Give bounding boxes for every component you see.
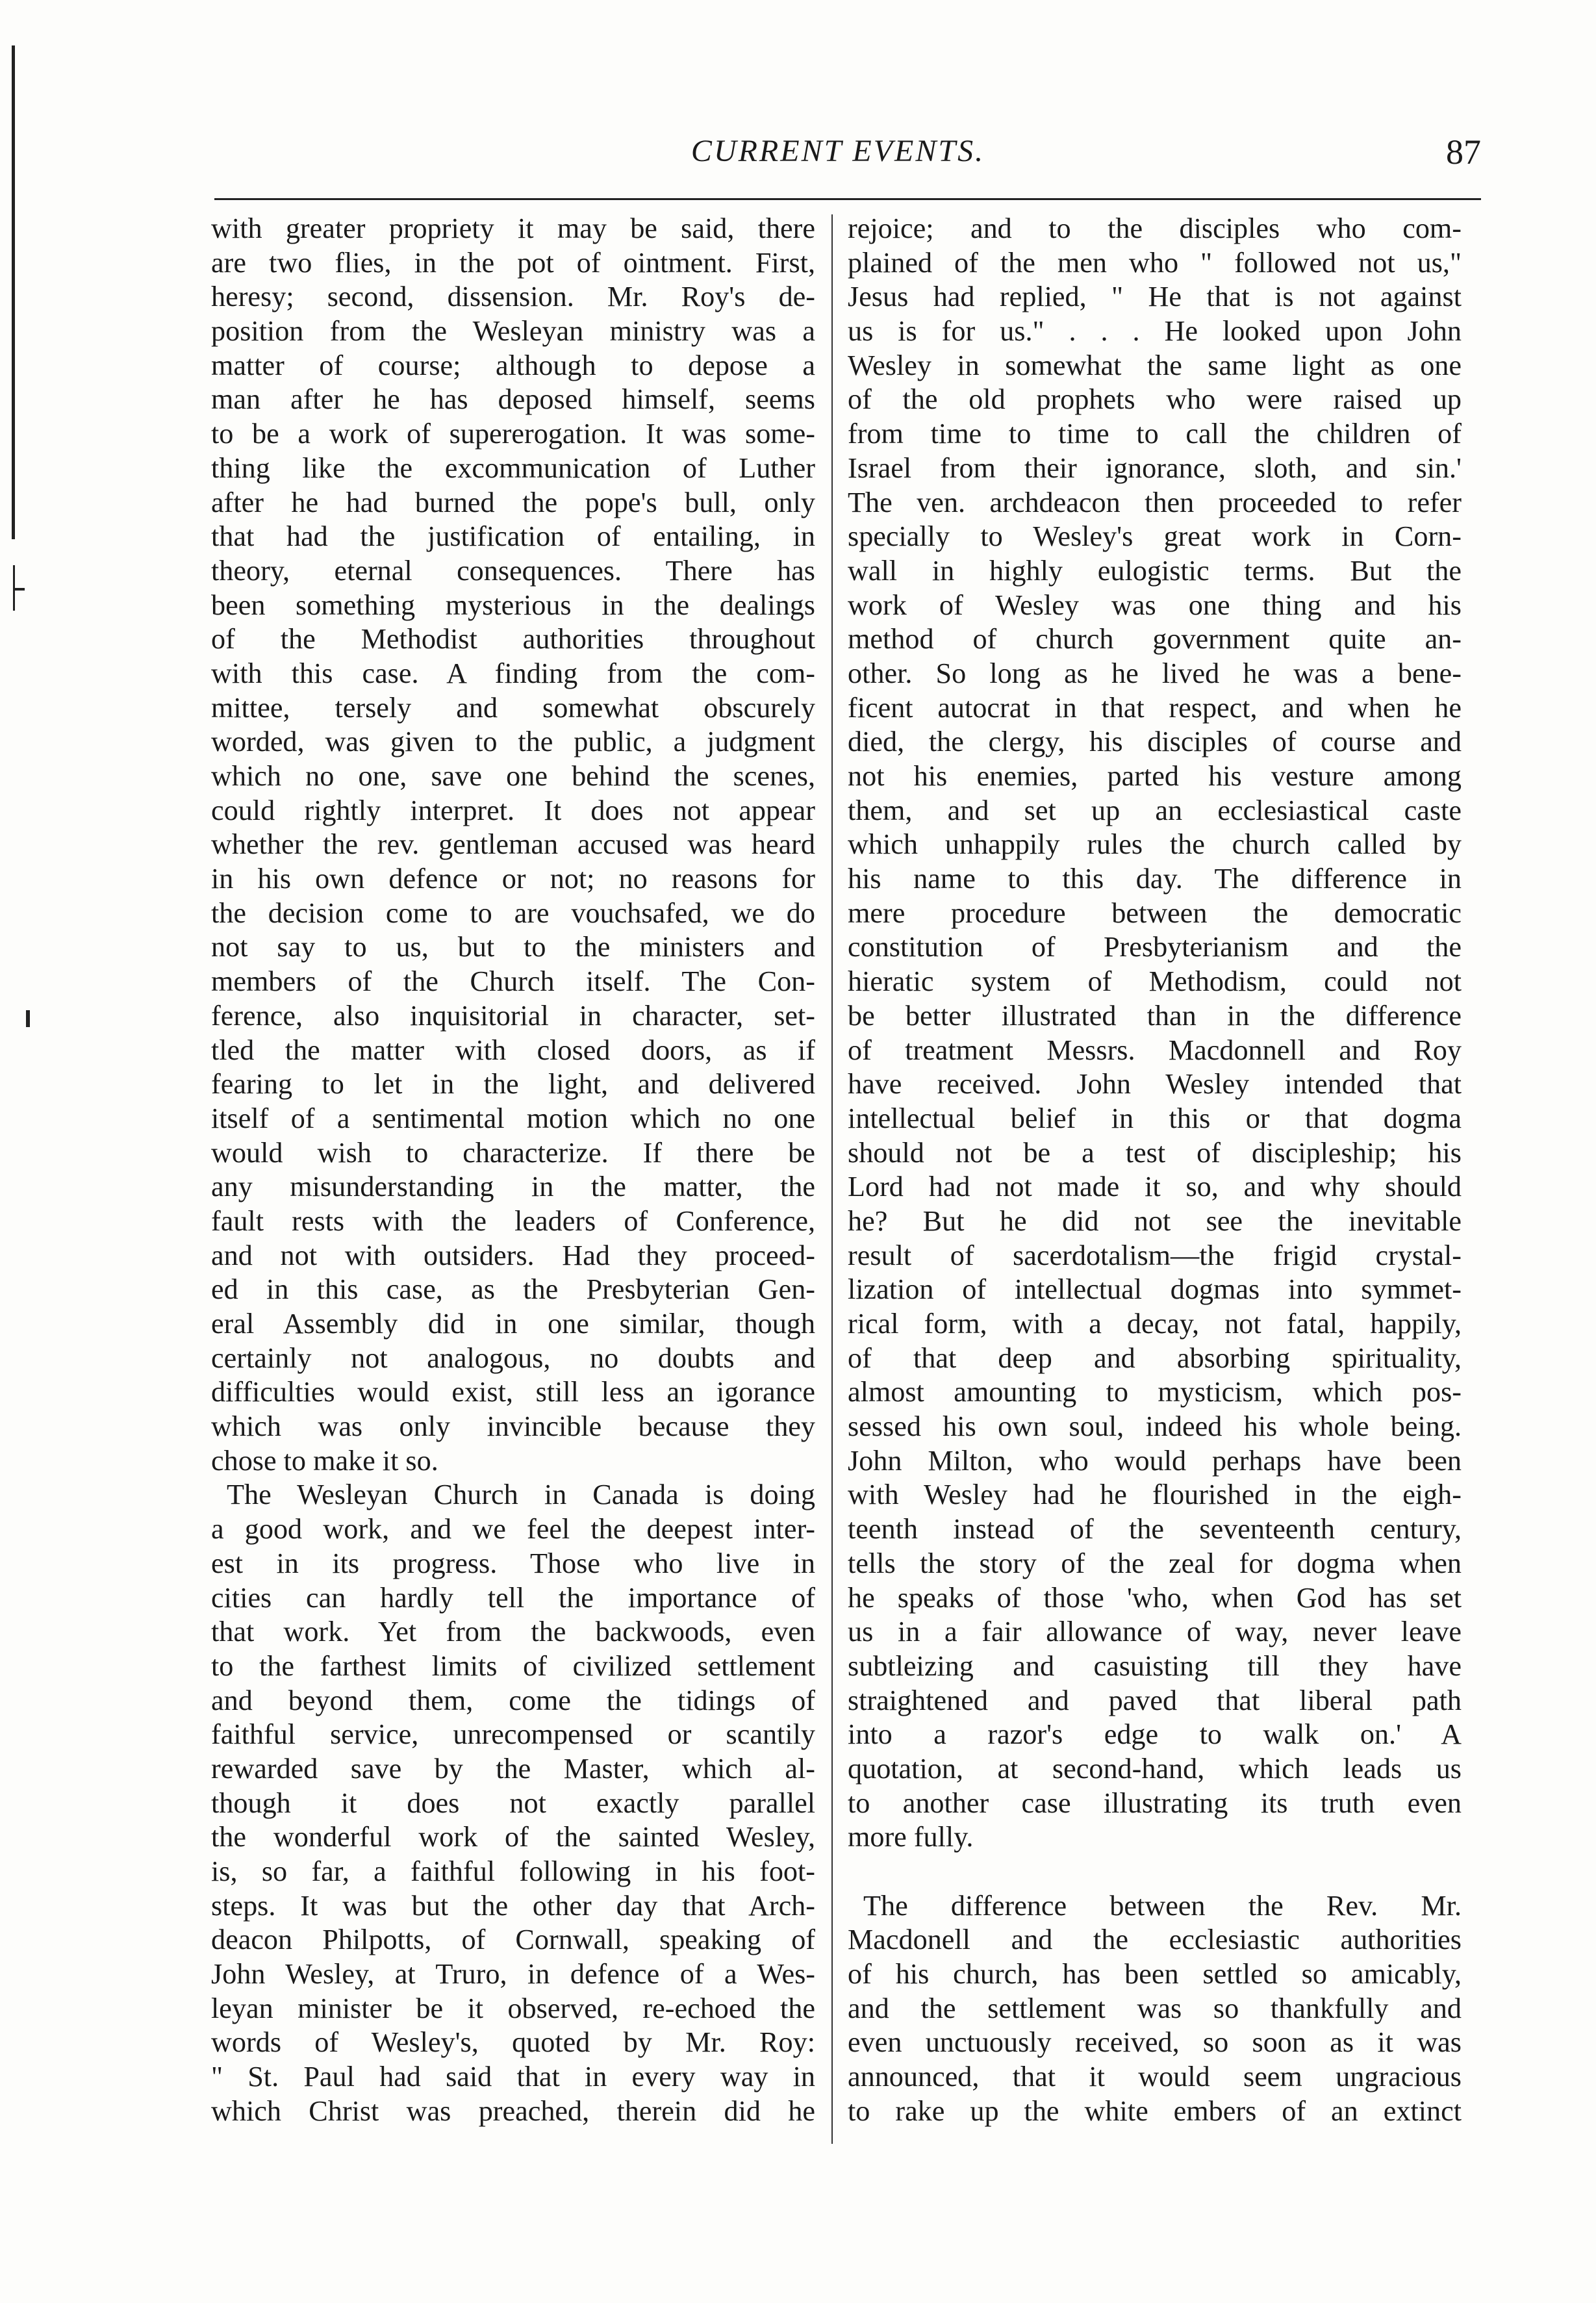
text-line: worded, was given to the public, a judgment <box>211 726 815 758</box>
text-line: could rightly interpret. It does not appear <box>211 794 815 826</box>
text-line: which no one, save one behind the scenes, <box>211 760 815 792</box>
text-line: Macdonell and the ecclesiastic authorities <box>848 1924 1462 1956</box>
text-line: been something mysterious in the dealings <box>211 589 815 621</box>
running-head <box>195 127 1481 179</box>
text-line: in his own defence or not; no reasons for <box>211 863 815 895</box>
text-line: The ven. archdeacon then proceeded to refer <box>848 486 1462 518</box>
paragraph-gap <box>848 1855 1462 1889</box>
text-line: The Wesleyan Church in Canada is doing <box>227 1479 815 1511</box>
text-line: subtleizing and casuisting till they have <box>848 1649 1462 1682</box>
text-line: " St. Paul had said that in every way in <box>211 2061 815 2093</box>
text-line: that had the justification of entailing, in <box>211 520 815 553</box>
text-line: even unctuously received, so soon as it was <box>848 2026 1462 2059</box>
text-line: sessed his own soul, indeed his whole being. <box>848 1410 1462 1443</box>
text-line: quotation, at second-hand, which leads us <box>848 1752 1462 1785</box>
right-column <box>848 212 1462 2129</box>
margin-scan-dot <box>26 1010 30 1027</box>
text-line: difficulties would exist, still less an igorance <box>211 1376 815 1408</box>
text-line: Israel from their ignorance, sloth, and sin.' <box>848 452 1462 484</box>
text-line: from time to time to call the children of <box>848 418 1462 450</box>
text-line: result of sacerdotalism—the frigid crystal- <box>848 1239 1462 1271</box>
text-line: to rake up the white embers of an extinct <box>848 2094 1462 2127</box>
running-title: CURRENT EVENTS. <box>690 134 985 168</box>
text-line: mere procedure between the democratic <box>848 897 1462 929</box>
text-line: have received. John Wesley intended that <box>848 1068 1462 1101</box>
text-line: The difference between the Rev. Mr. <box>863 1889 1462 1922</box>
text-line: any misunderstanding in the matter, the <box>211 1171 815 1203</box>
text-line: which unhappily rules the church called by <box>848 828 1462 861</box>
text-line: not say to us, but to the ministers and <box>211 931 815 963</box>
text-line: with Wesley had he flourished in the eigh- <box>848 1479 1462 1511</box>
column-divider <box>831 214 833 2144</box>
text-line: almost amounting to mysticism, which pos- <box>848 1376 1462 1408</box>
text-line: to be a work of supererogation. It was some- <box>211 418 815 450</box>
page-number: 87 <box>1446 133 1481 172</box>
text-line: which was only invincible because they <box>211 1410 815 1443</box>
text-line: ference, also inquisitorial in character, set- <box>211 999 815 1032</box>
text-line: though it does not exactly parallel <box>211 1787 815 1819</box>
text-line: thing like the excommunication of Luther <box>211 452 815 484</box>
text-line: tled the matter with closed doors, as if <box>211 1034 815 1066</box>
text-line: with this case. A finding from the com- <box>211 657 815 689</box>
text-line: to another case illustrating its truth even <box>848 1787 1462 1819</box>
text-line: rejoice; and to the disciples who com- <box>848 212 1462 244</box>
text-line: whether the rev. gentleman accused was heard <box>211 828 815 861</box>
text-line: wall in highly eulogistic terms. But the <box>848 554 1462 587</box>
text-line: specially to Wesley's great work in Corn- <box>848 520 1462 553</box>
text-line: plained of the men who " followed not us," <box>848 246 1462 279</box>
text-line: words of Wesley's, quoted by Mr. Roy: <box>211 2026 815 2059</box>
text-line: est in its progress. Those who live in <box>211 1547 815 1579</box>
text-line: that work. Yet from the backwoods, even <box>211 1616 815 1648</box>
text-line: them, and set up an ecclesiastical caste <box>848 794 1462 826</box>
text-line: he speaks of those 'who, when God has set <box>848 1581 1462 1614</box>
text-line: work of Wesley was one thing and his <box>848 589 1462 621</box>
text-line: eral Assembly did in one similar, though <box>211 1308 815 1340</box>
text-line: us is for us." . . . He looked upon John <box>848 315 1462 348</box>
text-line: intellectual belief in this or that dogma <box>848 1102 1462 1134</box>
text-line: heresy; second, dissension. Mr. Roy's de- <box>211 281 815 313</box>
text-line: announced, that it would seem ungracious <box>848 2061 1462 2093</box>
text-line: Jesus had replied, " He that is not against <box>848 281 1462 313</box>
text-line: ficent autocrat in that respect, and when he <box>848 691 1462 724</box>
text-line: theory, eternal consequences. There has <box>211 554 815 587</box>
text-line: John Milton, who would perhaps have been <box>848 1444 1462 1477</box>
text-line: matter of course; although to depose a <box>211 349 815 381</box>
text-line: more fully. <box>848 1821 974 1853</box>
text-line: of the Methodist authorities throughout <box>211 623 815 655</box>
text-line: of treatment Messrs. Macdonnell and Roy <box>848 1034 1462 1066</box>
text-line: the wonderful work of the sainted Wesley, <box>211 1821 815 1853</box>
text-line: are two flies, in the pot of ointment. First, <box>211 246 815 279</box>
text-line: members of the Church itself. The Con- <box>211 965 815 998</box>
text-line: into a razor's edge to walk on.' A <box>848 1718 1462 1751</box>
text-line: not his enemies, parted his vesture among <box>848 760 1462 792</box>
text-line: hieratic system of Methodism, could not <box>848 965 1462 998</box>
text-line: which Christ was preached, therein did he <box>211 2094 815 2127</box>
text-line: his name to this day. The difference in <box>848 863 1462 895</box>
text-line: deacon Philpotts, of Cornwall, speaking of <box>211 1924 815 1956</box>
text-line: lization of intellectual dogmas into symmet- <box>848 1273 1462 1306</box>
text-line: a good work, and we feel the deepest inter- <box>211 1513 815 1546</box>
text-line: and beyond them, come the tidings of <box>211 1684 815 1716</box>
text-line: constitution of Presbyterianism and the <box>848 931 1462 963</box>
text-line: other. So long as he lived he was a bene- <box>848 657 1462 689</box>
text-line: man after he has deposed himself, seems <box>211 383 815 416</box>
text-line: faithful service, unrecompensed or scantily <box>211 1718 815 1751</box>
margin-scan-line <box>12 45 15 539</box>
text-line: with greater propriety it may be said, there <box>211 212 815 244</box>
text-line: itself of a sentimental motion which no one <box>211 1102 815 1134</box>
header-rule <box>214 198 1481 200</box>
text-line: position from the Wesleyan ministry was a <box>211 315 815 348</box>
left-column <box>211 212 815 2129</box>
text-line: certainly not analogous, no doubts and <box>211 1342 815 1374</box>
text-line: to the farthest limits of civilized settlement <box>211 1649 815 1682</box>
text-line: straightened and paved that liberal path <box>848 1684 1462 1716</box>
text-line: fault rests with the leaders of Conference, <box>211 1204 815 1237</box>
text-line: of his church, has been settled so amicably, <box>848 1958 1462 1991</box>
text-line: Wesley in somewhat the same light as one <box>848 349 1462 381</box>
text-line: he? But he did not see the inevitable <box>848 1204 1462 1237</box>
text-line: should not be a test of discipleship; his <box>848 1136 1462 1169</box>
text-line: Lord had not made it so, and why should <box>848 1171 1462 1203</box>
text-line: of the old prophets who were raised up <box>848 383 1462 416</box>
text-line: be better illustrated than in the difference <box>848 999 1462 1032</box>
text-line: died, the clergy, his disciples of course and <box>848 726 1462 758</box>
text-line: and not with outsiders. Had they proceed- <box>211 1239 815 1271</box>
text-line: tells the story of the zeal for dogma when <box>848 1547 1462 1579</box>
text-line: leyan minister be it observed, re-echoed the <box>211 1992 815 2024</box>
text-line: steps. It was but the other day that Arch- <box>211 1889 815 1922</box>
text-line: us in a fair allowance of way, never leave <box>848 1616 1462 1648</box>
text-line: the decision come to are vouchsafed, we do <box>211 897 815 929</box>
text-line: rical form, with a decay, not fatal, happily, <box>848 1308 1462 1340</box>
text-line: teenth instead of the seventeenth century, <box>848 1513 1462 1546</box>
text-line: ed in this case, as the Presbyterian Gen- <box>211 1273 815 1306</box>
margin-scan-tick <box>13 565 15 611</box>
text-line: rewarded save by the Master, which al- <box>211 1752 815 1785</box>
text-line: is, so far, a faithful following in his foot- <box>211 1855 815 1887</box>
text-line: mittee, tersely and somewhat obscurely <box>211 691 815 724</box>
text-line: chose to make it so. <box>211 1444 438 1477</box>
text-line: method of church government quite an- <box>848 623 1462 655</box>
text-line: would wish to characterize. If there be <box>211 1136 815 1169</box>
text-line: of that deep and absorbing spirituality, <box>848 1342 1462 1374</box>
text-line: after he had burned the pope's bull, only <box>211 486 815 518</box>
text-line: and the settlement was so thankfully and <box>848 1992 1462 2024</box>
text-line: fearing to let in the light, and delivered <box>211 1068 815 1101</box>
text-line: cities can hardly tell the importance of <box>211 1581 815 1614</box>
text-line: John Wesley, at Truro, in defence of a Wes- <box>211 1958 815 1991</box>
